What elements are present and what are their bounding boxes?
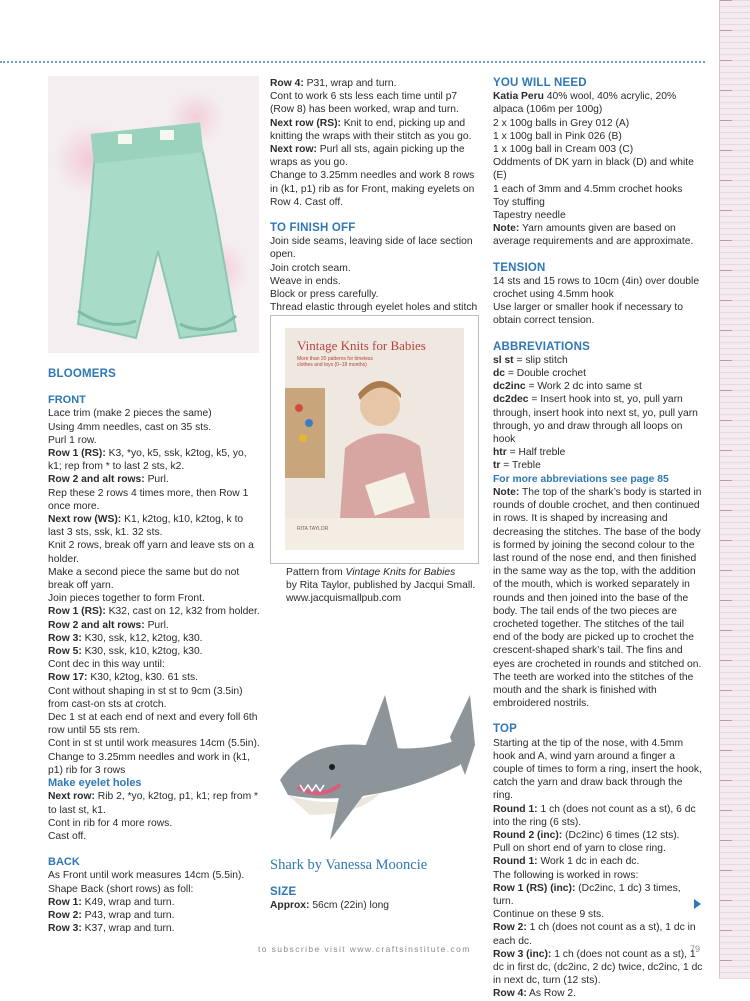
front-line-text: Purl 1 row. <box>48 434 97 446</box>
back-continued-line-text: Purl all sts, again picking up the wraps as you go. <box>270 144 465 169</box>
front-line <box>48 539 260 565</box>
top-line <box>493 737 703 803</box>
finish-line: Join crotch seam. <box>270 262 351 274</box>
abbreviation-item <box>493 367 703 380</box>
material-item <box>493 209 703 222</box>
abbreviation-item-label: sl st <box>493 354 514 366</box>
front-line <box>48 619 260 632</box>
front-line-text: K30, k2tog, k30. 61 sts. <box>87 672 198 684</box>
front-line <box>48 421 260 434</box>
material-item <box>493 90 703 116</box>
finish-instructions <box>270 235 480 327</box>
front-line-text: Make a second piece the same but do not break off yarn. <box>48 566 240 592</box>
front-line-text: Using 4mm needles, cast on 35 sts. <box>48 421 212 433</box>
material-item <box>493 130 703 143</box>
front-line-text: Dec 1 st at each end of next and every foll 6th row until 55 sts rem. <box>48 712 258 737</box>
material-item-text: 40% wool, 40% acrylic, 20% alpaca (106m per 100g) <box>493 91 677 116</box>
caption-line-2: by Rita Taylor, published by Jacqui Small. <box>286 580 476 592</box>
abbreviation-item <box>493 380 703 393</box>
abbreviation-item-label: dc <box>493 368 506 380</box>
material-item-label: Note: <box>493 223 520 235</box>
back-line-text: P43, wrap and turn. <box>81 909 175 921</box>
front-line <box>48 737 260 750</box>
shark-note <box>493 486 703 710</box>
size-value <box>270 899 480 912</box>
you-will-need-heading: YOU WILL NEED <box>493 77 587 89</box>
header-dotted-rule <box>0 61 705 63</box>
top-line-text: 1 ch (does not count as a st), 1 dc in each dc. <box>493 922 696 947</box>
back-continued-line <box>270 90 480 116</box>
front-line <box>48 645 260 658</box>
front-line <box>48 605 260 618</box>
back-continued-line-label: Row 4: <box>270 78 304 89</box>
back-continued-line-text: Cont to work 6 sts less each time until p7 (Row 8) has been worked, wrap and turn. <box>270 91 459 116</box>
material-item <box>493 117 703 130</box>
front-line-text: Lace trim (make 2 pieces the same) <box>48 408 212 420</box>
eyelet-heading: Make eyelet holes <box>48 777 142 790</box>
continue-arrow-icon[interactable] <box>694 899 701 909</box>
back-continued-line <box>270 77 480 90</box>
front-line-label: Next row (WS): <box>48 514 122 526</box>
front-line-label: Row 5: <box>48 646 82 658</box>
front-line <box>48 566 260 592</box>
back-continued-line-text: P31, wrap and turn. <box>303 78 397 89</box>
abbreviation-item <box>493 393 703 446</box>
note-label: Note: <box>493 486 520 498</box>
top-line <box>493 855 703 868</box>
front-line <box>48 473 260 486</box>
note-text: The top of the shark’s body is started in rounds of double crochet, and then continued in rows. It is shaped by increasing and decreasing the stitches. The base of the body is formed by joining the second colour to the last round of the nose end, and then finished in the same way as the top, with the addition of the mouth, which is worked separately in rounds and then joined into the base of the body. The tail ends of the two pieces are crocheted together. The stitches of the tail end of the body are picked up to crochet the crescent-shaped shark’s tail. The fins and eyes are crocheted in rounds and stitched on. The teeth are worked into the stitches of the mouth and the shark is finished with embroidered nostrils. <box>493 486 702 710</box>
top-line-label: Round 1: <box>493 856 538 868</box>
abbreviation-item-text: = Double crochet <box>505 368 587 380</box>
finish-line: Join side seams, leaving side of lace section open. <box>270 236 473 261</box>
finish-heading: TO FINISH OFF <box>270 222 356 235</box>
abbreviation-item-text: = Insert hook into st, yo, pull yarn through, insert hook into next st, yo, pull yarn through, yo and draw through all loops on hook <box>493 394 698 446</box>
book-caption <box>286 566 476 606</box>
abbreviation-item <box>493 459 703 472</box>
back-line <box>48 869 260 895</box>
abbreviation-item-text: = Half treble <box>506 447 566 459</box>
material-item-text: Oddments of DK yarn in black (D) and white (E) <box>493 157 694 182</box>
back-continued-line <box>270 117 480 143</box>
eyelet-line <box>48 790 260 816</box>
middle-column <box>270 77 480 328</box>
front-line <box>48 407 260 420</box>
page-number: 79 <box>690 944 701 954</box>
material-item <box>493 196 703 209</box>
eyelet-line-text: Cont in rib for 4 more rows. <box>48 817 173 829</box>
front-line-text: K32, cast on 12, k32 from holder. <box>105 606 260 618</box>
back-line-label: Row 3: <box>48 923 82 935</box>
front-line-text: Cont in st st until work measures 14cm (5.5in). <box>48 738 260 750</box>
material-item-text: 2 x 100g balls in Grey 012 (A) <box>493 117 630 129</box>
material-item-label: Katia Peru <box>493 91 544 103</box>
eyelet-instructions <box>48 790 260 843</box>
top-line-text: Pull on short end of yarn to close ring. <box>493 843 666 855</box>
front-line <box>48 751 260 777</box>
abbreviations-list <box>493 354 703 473</box>
top-line-text: Starting at the tip of the nose, with 4.5mm hook and A, wind yarn around a finger a couple of times to form a ring, insert the hook, catch the yarn and draw back through the ring. <box>493 737 702 802</box>
back-continued-line <box>270 169 480 209</box>
eyelet-line-text: Rib 2, *yo, k2tog, p1, k1; rep from * to last st, k1. <box>48 791 259 816</box>
abbreviations-heading: ABBREVIATIONS <box>493 340 590 353</box>
size-heading: SIZE <box>270 886 297 898</box>
size-label: Approx: <box>270 900 310 912</box>
back-line <box>48 909 260 922</box>
front-line-label: Row 3: <box>48 632 82 644</box>
caption-prefix: Pattern from <box>286 567 346 578</box>
top-line <box>493 908 703 921</box>
back-continued-line-label: Next row: <box>270 144 317 156</box>
front-line-text: K3, *yo, k5, ssk, k2tog, k5, yo, k1; rep from * to last 2 sts, k2. <box>48 448 247 473</box>
abbreviation-item-label: tr <box>493 460 501 472</box>
top-line <box>493 948 703 988</box>
front-line-text: Knit 2 rows, break off yarn and leave sts on a holder. <box>48 540 254 565</box>
bloomers-photo <box>48 76 259 353</box>
front-line-text: K30, ssk, k12, k2tog, k30. <box>81 632 203 644</box>
front-line-label: Row 1 (RS): <box>48 448 106 460</box>
front-line <box>48 592 260 605</box>
bloomers-column <box>48 368 260 935</box>
abbreviation-item-label: dc2dec <box>493 394 529 406</box>
back-line-label: Row 1: <box>48 896 82 908</box>
abbreviation-item-text: = Treble <box>500 460 541 472</box>
top-line <box>493 803 703 829</box>
material-item-text: Tapestry needle <box>493 210 566 222</box>
top-line-text: Work 1 dc in each dc. <box>537 856 640 868</box>
back-line <box>48 922 260 935</box>
front-line-label: Row 2 and alt rows: <box>48 474 145 486</box>
top-line <box>493 842 703 855</box>
front-line-text: Change to 3.25mm needles and work in (k1, p1) rib for 3 rows <box>48 751 251 776</box>
front-line-text: Purl. <box>144 619 169 631</box>
abbreviation-item <box>493 354 703 367</box>
shark-illustration <box>270 675 479 850</box>
material-item <box>493 143 703 156</box>
cover-author: RITA TAYLOR <box>297 526 329 532</box>
top-line-label: Row 2: <box>493 922 527 934</box>
eyelet-line <box>48 817 260 830</box>
front-line <box>48 513 260 539</box>
shark-photo <box>270 675 479 850</box>
back-line-text: K37, wrap and turn. <box>81 923 175 935</box>
material-item-text: 1 each of 3mm and 4.5mm crochet hooks <box>493 183 683 195</box>
front-line <box>48 658 260 671</box>
cover-title: Vintage Knits for Babies <box>297 338 426 353</box>
front-line <box>48 487 260 513</box>
eyelet-line-text: Cast off. <box>48 830 87 842</box>
top-line-text: As Row 2. <box>526 988 576 1000</box>
tension-heading: TENSION <box>493 261 546 274</box>
tension-line: Use larger or smaller hook if necessary to obtain correct tension. <box>493 302 683 327</box>
top-heading: TOP <box>493 723 518 736</box>
material-item-text: 1 x 100g ball in Pink 026 (B) <box>493 130 622 142</box>
top-instructions <box>493 737 703 1001</box>
front-line-label: Row 17: <box>48 672 88 684</box>
front-line-text: Cont dec in this way until: <box>48 659 165 671</box>
material-item <box>493 222 703 248</box>
abbreviation-item-label: htr <box>493 447 507 459</box>
bloomers-title: BLOOMERS <box>48 368 117 380</box>
back-continued-line-text: Knit to end, picking up and knitting the wraps with their stitch as you go. <box>270 117 472 142</box>
finish-line: Thread elastic through eyelet holes and stitch <box>270 301 480 327</box>
caption-book-title: Vintage Knits for Babies <box>345 567 456 578</box>
cover-subtitle: More than 20 patterns for timeless clothes and toys (0–18 months) <box>297 356 373 368</box>
finish-line: Weave in ends. <box>270 275 341 287</box>
front-line-text: Rep these 2 rows 4 times more, then Row 1 once more. <box>48 487 249 512</box>
front-line-text: Cont without shaping in st st to 9cm (3.5in) from cast-on sts at crotch. <box>48 685 243 710</box>
shark-pattern-column <box>493 77 703 1001</box>
more-abbreviations-link[interactable]: For more abbreviations see page 85 <box>493 473 669 485</box>
abbreviation-item-text: = slip stitch <box>513 354 568 366</box>
front-line <box>48 434 260 447</box>
top-line <box>493 987 703 1000</box>
eyelet-line-label: Next row: <box>48 791 95 803</box>
front-line <box>48 632 260 645</box>
front-line-label: Row 1 (RS): <box>48 606 106 618</box>
top-line-label: Round 1: <box>493 803 538 815</box>
material-item-text: 1 x 100g ball in Cream 003 (C) <box>493 144 634 156</box>
top-line-text: (Dc2inc) 6 times (12 sts). <box>562 829 680 841</box>
material-item-text: Yarn amounts given are based on average requirements and are approximate. <box>493 223 694 248</box>
eyelet-line <box>48 830 260 843</box>
book-cover-image <box>285 328 464 550</box>
top-line-text: (Dc2inc, 1 dc) 3 times, turn. <box>493 882 681 907</box>
publisher-url[interactable]: www.jacquismallpub.com <box>286 593 402 605</box>
size-text: 56cm (22in) long <box>309 900 390 912</box>
back-line-text: As Front until work measures 14cm (5.5in). Shape Back (short rows) as foll: <box>48 870 245 895</box>
front-line <box>48 711 260 737</box>
bloomers-illustration <box>48 76 259 353</box>
caption-line-1 <box>286 566 476 579</box>
back-continued-line-label: Next row (RS): <box>270 117 341 129</box>
front-line <box>48 671 260 684</box>
top-line-label: Row 3 (inc): <box>493 948 552 960</box>
tension-text <box>493 275 703 328</box>
front-line-text: K30, ssk, k10, k2tog, k30. <box>81 646 203 658</box>
top-line-text: 1 ch (does not count as a st), 1 dc in first dc, (dc2inc, 2 dc) twice, dc2inc, 1 dc in next dc, turn (12 sts). <box>493 948 703 987</box>
book-cover-box <box>270 315 479 564</box>
abbreviation-item-label: dc2inc <box>493 381 526 393</box>
front-line-label: Row 2 and alt rows: <box>48 619 145 631</box>
top-line-label: Row 4: <box>493 988 527 1000</box>
abbreviation-item-text: = Work 2 dc into same st <box>525 381 642 393</box>
back-heading: BACK <box>48 856 80 869</box>
abbreviation-item <box>493 446 703 459</box>
top-line-label: Round 2 (inc): <box>493 829 563 841</box>
material-item <box>493 156 703 182</box>
finish-line: Block or press carefully. <box>270 289 379 301</box>
front-heading: FRONT <box>48 394 86 407</box>
shark-title: Shark by Vanessa Mooncie <box>270 857 428 873</box>
size-section <box>270 886 480 912</box>
top-line <box>493 829 703 842</box>
top-line-text: 1 ch (does not count as a st), 6 dc into the ring (6 sts). <box>493 803 696 828</box>
front-line <box>48 447 260 473</box>
back-continued-line <box>270 143 480 169</box>
top-line <box>493 921 703 947</box>
top-line-text: Continue on these 9 sts. <box>493 909 605 921</box>
back-line-label: Row 2: <box>48 909 82 921</box>
top-line <box>493 882 703 908</box>
front-line-text: Join pieces together to form Front. <box>48 593 205 605</box>
top-line <box>493 869 703 882</box>
material-item-text: Toy stuffing <box>493 196 545 208</box>
cover-photo-illustration <box>285 328 464 550</box>
back-line-text: K49, wrap and turn. <box>81 896 175 908</box>
front-line <box>48 685 260 711</box>
back-line <box>48 896 260 909</box>
back-continued-instructions <box>270 77 480 209</box>
measuring-ruler <box>719 0 750 979</box>
footer-subscribe: to subscribe visit www.craftsinstitute.com <box>258 944 471 954</box>
back-instructions <box>48 869 260 935</box>
top-line-text: The following is worked in rows: <box>493 869 639 881</box>
front-instructions <box>48 407 260 777</box>
front-line-text: Purl. <box>144 474 169 486</box>
tension-line: 14 sts and 15 rows to 10cm (4in) over double crochet using 4.5mm hook <box>493 275 700 301</box>
top-line-label: Row 1 (RS) (inc): <box>493 882 576 894</box>
materials-list <box>493 90 703 248</box>
material-item <box>493 183 703 196</box>
front-line-text: K1, k2tog, k10, k2tog, k to last 3 sts, ssk, k1. 32 sts. <box>48 514 244 539</box>
back-continued-line-text: Change to 3.25mm needles and work 8 rows in (k1, p1) rib as for Front, making eyelets on Row 4. Cast off. <box>270 170 475 208</box>
